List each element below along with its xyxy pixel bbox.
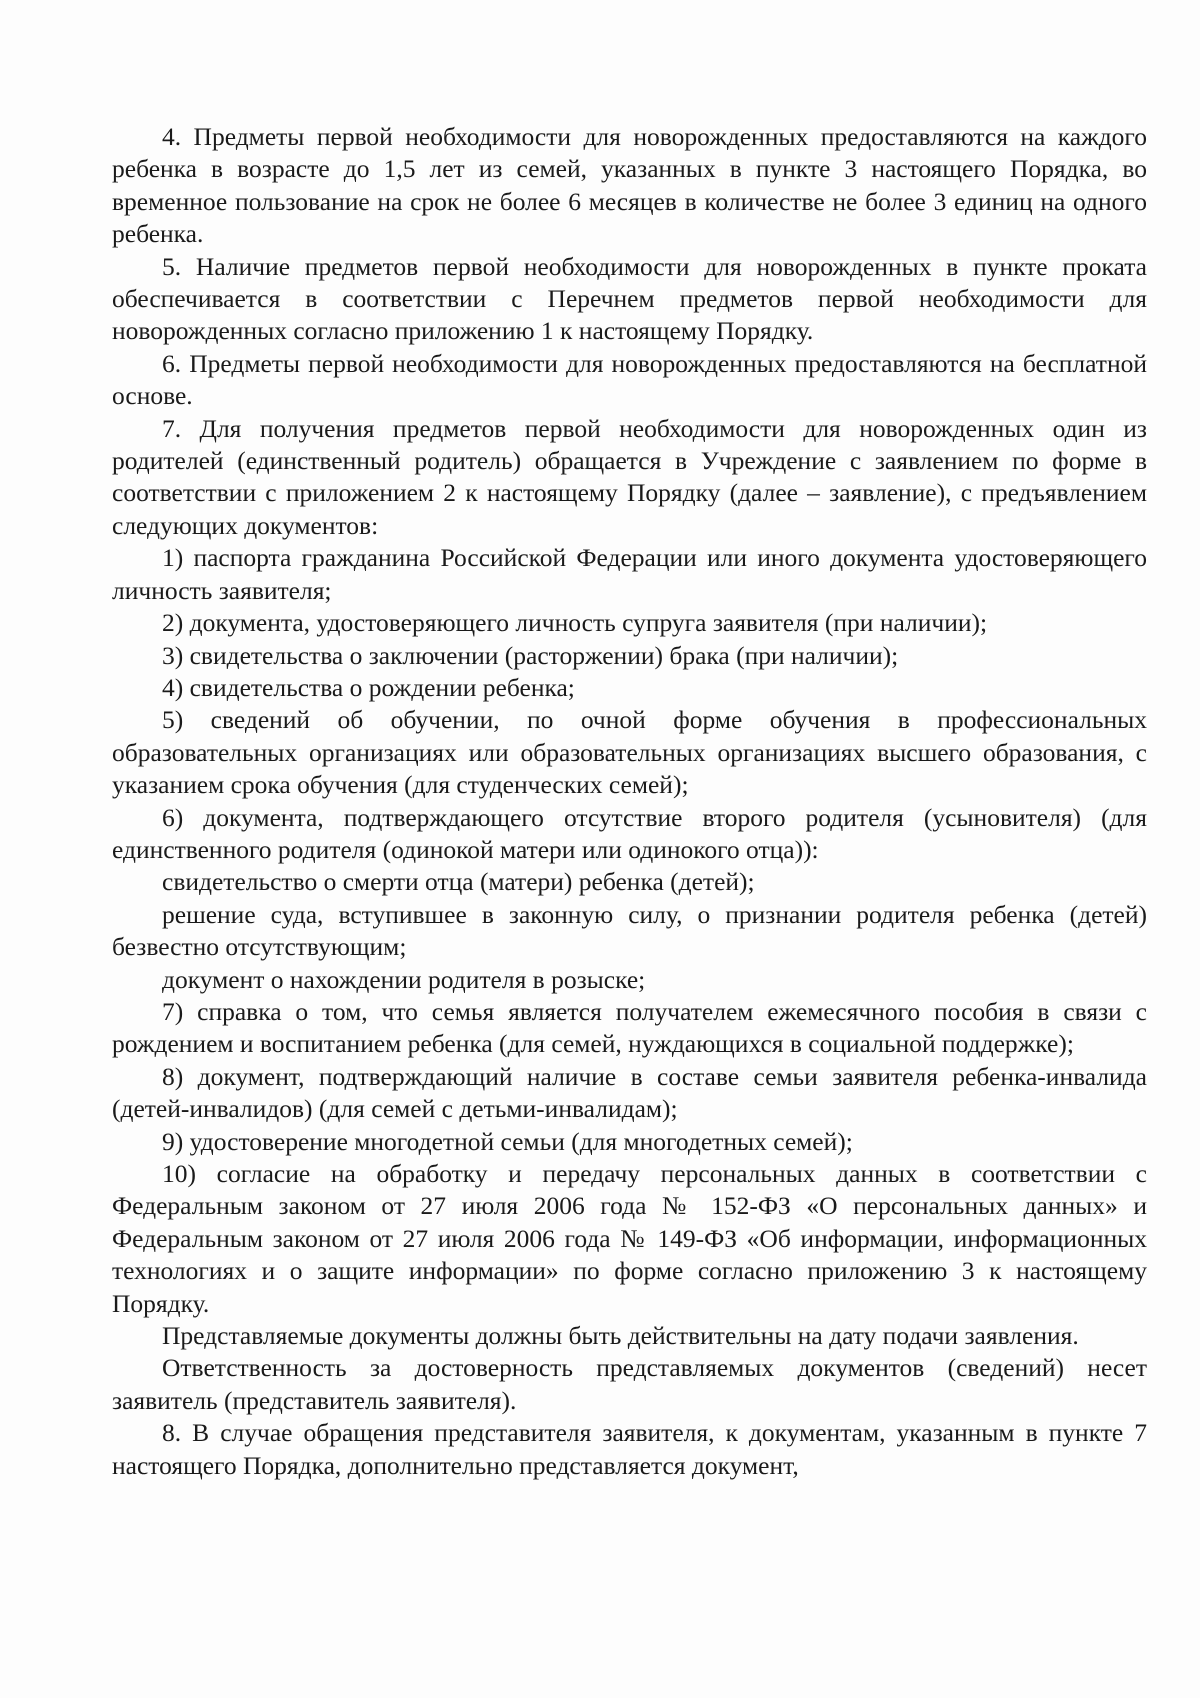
paragraph-item-5: 5. Наличие предметов первой необходимости для новорожденных в пункте проката обеспечивается в соответствии с Перечнем предметов первой необходимости для новорожденных согласно приложению 1 к настоящему Порядку. [112,251,1147,346]
paragraph-item-8: 8. В случае обращения представителя заявителя, к документам, указанным в пункте 7 настоящего Порядка, дополнительно представляется документ, [112,1418,1147,1480]
paragraph-validity-note: Представляемые документы должны быть действительны на дату подачи заявления. [162,1321,1079,1351]
sub-item-death-certificate: свидетельство о смерти отца (матери) ребенка (детей); [162,867,755,897]
list-item-single-parent-docs: 6) документа, подтверждающего отсутствие второго родителя (усыновителя) (для единственного родителя (одинокой матери или одинокого отца)): [112,802,1147,864]
paragraph-item-7: 7. Для получения предметов первой необходимости для новорожденных один из родителей (единственный родитель) обращается в Учреждение с заявлением по форме в соответствии с приложением 2 к настоящему Порядку (далее – заявление), с предъявлением следующих документов: [112,413,1147,540]
list-item-study-info: 5) сведений об обучении, по очной форме обучения в профессиональных образовательных организациях или образовательных организациях высшего образования, с указанием срока обучения (для студенческих семей); [112,705,1147,800]
paragraph-item-6: 6. Предметы первой необходимости для новорожденных предоставляются на бесплатной основе. [112,348,1147,411]
list-item-personal-data-consent: 10) согласие на обработку и передачу персональных данных в соответствии с Федеральным законом от 27 июля 2006 года № 152-ФЗ «О персональных данных» и Федеральным законом от 27 июля 2006 года № 149-ФЗ «Об информации, информационных технологиях и о защите информации» по форме согласно приложению 3 к настоящему Порядку. [112,1159,1147,1318]
paragraph-responsibility-note: Ответственность за достоверность представляемых документов (сведений) несет заявитель (представитель заявителя). [112,1353,1147,1415]
list-item-allowance-certificate: 7) справка о том, что семья является получателем ежемесячного пособия в связи с рождением и воспитанием ребенка (для семей, нуждающихся в социальной поддержке); [112,996,1147,1059]
list-item-passport: 1) паспорта гражданина Российской Федерации или иного документа удостоверяющего личность заявителя; [112,543,1147,605]
sub-item-wanted-document: документ о нахождении родителя в розыске; [162,964,646,994]
list-item-birth-certificate: 4) свидетельства о рождении ребенка; [162,672,575,702]
sub-item-court-decision: решение суда, вступившее в законную силу, о признании родителя ребенка (детей) безвестно отсутствующим; [112,899,1147,962]
list-item-marriage-certificate: 3) свидетельства о заключении (расторжении) брака (при наличии); [162,640,899,670]
list-item-spouse-id: 2) документа, удостоверяющего личность супруга заявителя (при наличии); [162,608,988,638]
list-item-disability-document: 8) документ, подтверждающий наличие в составе семьи заявителя ребенка-инвалида (детей-инвалидов) (для семей с детьми-инвалидам); [112,1061,1147,1124]
paragraph-item-4: 4. Предметы первой необходимости для новорожденных предоставляются на каждого ребенка в возрасте до 1,5 лет из семей, указанных в пункте 3 настоящего Порядка, во временное пользование на срок не более 6 месяцев в количестве не более 3 единиц на одного ребенка. [112,122,1147,249]
document-body [112,121,1147,1482]
list-item-large-family-certificate: 9) удостоверение многодетной семьи (для многодетных семей); [162,1126,853,1156]
